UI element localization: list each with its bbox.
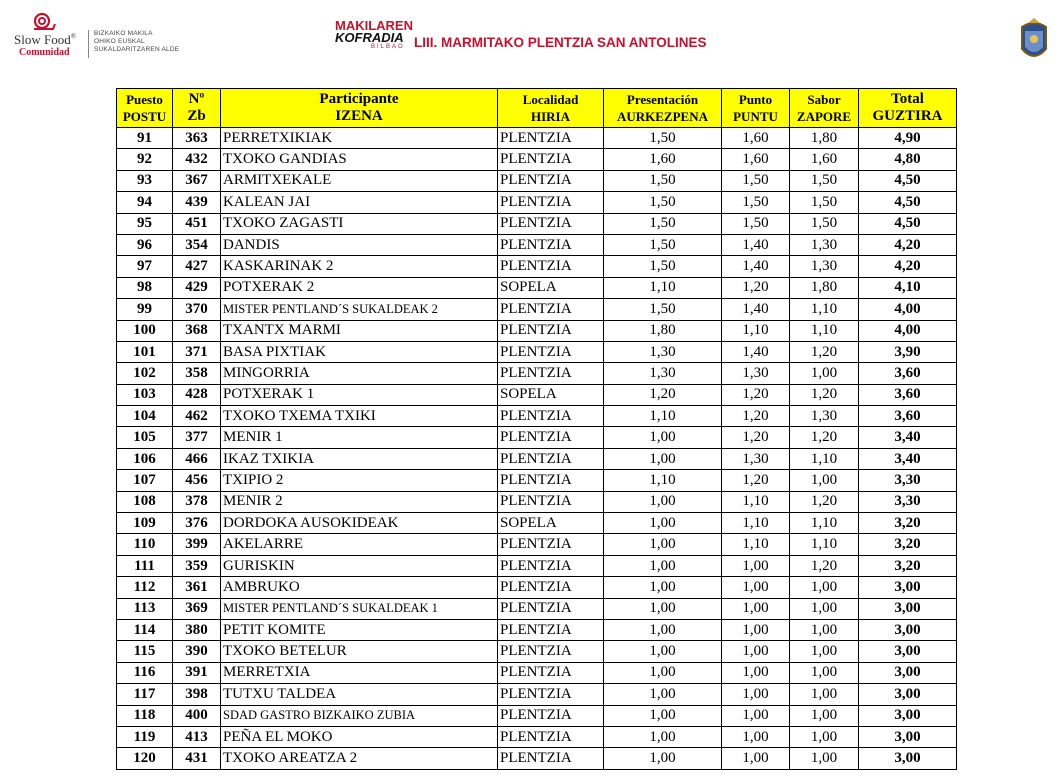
- punto-cell: 1,00: [722, 619, 790, 640]
- participant-cell: DANDIS: [221, 234, 498, 255]
- sabor-cell: 1,00: [790, 470, 859, 491]
- total-cell: 4,20: [859, 256, 957, 277]
- sabor-cell: 1,10: [790, 299, 859, 320]
- total-cell: 4,50: [859, 213, 957, 234]
- participant-cell: MENIR 2: [221, 491, 498, 512]
- participant-cell: SDAD GASTRO BIZKAIKO ZUBIA: [221, 705, 498, 726]
- sabor-cell: 1,00: [790, 363, 859, 384]
- sabor-cell: 1,30: [790, 234, 859, 255]
- puesto-cell: 110: [117, 534, 173, 555]
- punto-cell: 1,00: [722, 641, 790, 662]
- total-cell: 4,20: [859, 234, 957, 255]
- table-row: [117, 256, 957, 277]
- number-cell: 371: [173, 341, 221, 362]
- sabor-cell: 1,00: [790, 577, 859, 598]
- punto-cell: 1,00: [722, 598, 790, 619]
- sabor-cell: 1,00: [790, 748, 859, 769]
- locality-cell: PLENTZIA: [498, 748, 604, 769]
- presentation-cell: 1,50: [604, 256, 722, 277]
- makilaren-kofradia-logo: [335, 18, 413, 52]
- number-cell: 354: [173, 234, 221, 255]
- sabor-cell: 1,00: [790, 641, 859, 662]
- sabor-cell: 1,20: [790, 384, 859, 405]
- locality-cell: PLENTZIA: [498, 427, 604, 448]
- logo-mid-text: KOFRADIA: [335, 30, 404, 45]
- total-cell: 3,60: [859, 406, 957, 427]
- number-cell: 431: [173, 748, 221, 769]
- locality-cell: PLENTZIA: [498, 619, 604, 640]
- sabor-cell: 1,50: [790, 192, 859, 213]
- locality-cell: SOPELA: [498, 513, 604, 534]
- sabor-cell: 1,10: [790, 513, 859, 534]
- presentation-cell: 1,00: [604, 555, 722, 576]
- locality-cell: PLENTZIA: [498, 470, 604, 491]
- puesto-cell: 120: [117, 748, 173, 769]
- number-cell: 439: [173, 192, 221, 213]
- sabor-cell: 1,10: [790, 448, 859, 469]
- sabor-cell: 1,60: [790, 149, 859, 170]
- table-row: [117, 277, 957, 298]
- punto-cell: 1,00: [722, 577, 790, 598]
- participant-cell: BASA PIXTIAK: [221, 341, 498, 362]
- number-cell: 359: [173, 555, 221, 576]
- number-cell: 378: [173, 491, 221, 512]
- number-cell: 462: [173, 406, 221, 427]
- locality-cell: PLENTZIA: [498, 598, 604, 619]
- punto-cell: 1,00: [722, 684, 790, 705]
- puesto-cell: 103: [117, 384, 173, 405]
- locality-cell: PLENTZIA: [498, 363, 604, 384]
- presentation-cell: 1,00: [604, 534, 722, 555]
- total-cell: 4,10: [859, 277, 957, 298]
- locality-cell: SOPELA: [498, 277, 604, 298]
- puesto-cell: 94: [117, 192, 173, 213]
- puesto-cell: 95: [117, 213, 173, 234]
- table-row: [117, 684, 957, 705]
- total-cell: 3,60: [859, 384, 957, 405]
- participant-cell: ARMITXEKALE: [221, 170, 498, 191]
- number-cell: 456: [173, 470, 221, 491]
- number-cell: 451: [173, 213, 221, 234]
- presentation-cell: 1,50: [604, 128, 722, 149]
- page-title: LIII. MARMITAKO PLENTZIA SAN ANTOLINES: [414, 35, 707, 50]
- table-row: [117, 577, 957, 598]
- locality-cell: PLENTZIA: [498, 213, 604, 234]
- participant-cell: AKELARRE: [221, 534, 498, 555]
- puesto-cell: 113: [117, 598, 173, 619]
- tagline-line: BIZKAIKO MAKILA: [94, 30, 153, 37]
- presentation-cell: 1,30: [604, 341, 722, 362]
- participant-cell: PETIT KOMITE: [221, 619, 498, 640]
- total-cell: 4,80: [859, 149, 957, 170]
- presentation-cell: 1,50: [604, 299, 722, 320]
- puesto-cell: 108: [117, 491, 173, 512]
- number-cell: 368: [173, 320, 221, 341]
- total-cell: 4,50: [859, 170, 957, 191]
- number-cell: 363: [173, 128, 221, 149]
- sabor-cell: 1,20: [790, 341, 859, 362]
- table-row: [117, 598, 957, 619]
- table-row: [117, 534, 957, 555]
- table-row: [117, 299, 957, 320]
- number-cell: 358: [173, 363, 221, 384]
- number-cell: 370: [173, 299, 221, 320]
- table-row: [117, 705, 957, 726]
- presentation-cell: 1,00: [604, 577, 722, 598]
- sabor-cell: 1,50: [790, 170, 859, 191]
- total-cell: 4,00: [859, 299, 957, 320]
- slow-food-mark: ®: [70, 32, 77, 41]
- locality-cell: SOPELA: [498, 384, 604, 405]
- presentation-cell: 1,00: [604, 662, 722, 683]
- puesto-cell: 99: [117, 299, 173, 320]
- puesto-cell: 117: [117, 684, 173, 705]
- table-row: [117, 748, 957, 769]
- locality-cell: PLENTZIA: [498, 555, 604, 576]
- punto-cell: 1,00: [722, 705, 790, 726]
- results-table: [116, 88, 957, 770]
- presentation-cell: 1,10: [604, 277, 722, 298]
- locality-cell: PLENTZIA: [498, 149, 604, 170]
- number-cell: 398: [173, 684, 221, 705]
- punto-cell: 1,10: [722, 491, 790, 512]
- punto-cell: 1,40: [722, 256, 790, 277]
- participant-cell: TXANTX MARMI: [221, 320, 498, 341]
- number-cell: 400: [173, 705, 221, 726]
- puesto-cell: 115: [117, 641, 173, 662]
- punto-cell: 1,50: [722, 213, 790, 234]
- table-row: [117, 619, 957, 640]
- number-cell: 367: [173, 170, 221, 191]
- total-cell: 3,60: [859, 363, 957, 384]
- presentation-cell: 1,00: [604, 726, 722, 747]
- presentation-cell: 1,20: [604, 384, 722, 405]
- presentation-cell: 1,00: [604, 684, 722, 705]
- logo-bottom-text: BILBAO: [371, 44, 405, 50]
- table-row: [117, 363, 957, 384]
- col-header-locality: Localidad HIRIA: [498, 89, 604, 128]
- punto-cell: 1,20: [722, 384, 790, 405]
- col-header-punto: Punto PUNTU: [722, 89, 790, 128]
- number-cell: 428: [173, 384, 221, 405]
- total-cell: 3,20: [859, 534, 957, 555]
- punto-cell: 1,50: [722, 170, 790, 191]
- participant-cell: MENIR 1: [221, 427, 498, 448]
- table-row: [117, 149, 957, 170]
- number-cell: 413: [173, 726, 221, 747]
- presentation-cell: 1,00: [604, 491, 722, 512]
- locality-cell: PLENTZIA: [498, 341, 604, 362]
- punto-cell: 1,20: [722, 277, 790, 298]
- participant-cell: TXIPIO 2: [221, 470, 498, 491]
- locality-cell: PLENTZIA: [498, 192, 604, 213]
- total-cell: 3,00: [859, 748, 957, 769]
- number-cell: 361: [173, 577, 221, 598]
- sabor-cell: 1,10: [790, 534, 859, 555]
- logo-divider: [88, 30, 89, 58]
- puesto-cell: 105: [117, 427, 173, 448]
- total-cell: 3,40: [859, 448, 957, 469]
- sabor-cell: 1,80: [790, 128, 859, 149]
- punto-cell: 1,20: [722, 406, 790, 427]
- tagline-line: OHIKO EUSKAL: [94, 38, 145, 45]
- locality-cell: PLENTZIA: [498, 170, 604, 191]
- locality-cell: PLENTZIA: [498, 256, 604, 277]
- total-cell: 3,00: [859, 705, 957, 726]
- table-row: [117, 192, 957, 213]
- col-header-participant: Participante IZENA: [221, 89, 498, 128]
- logo-top-text: MAKILAREN: [335, 18, 413, 33]
- table-row: [117, 213, 957, 234]
- total-cell: 3,40: [859, 427, 957, 448]
- coat-of-arms-icon: [1017, 17, 1051, 65]
- locality-cell: PLENTZIA: [498, 448, 604, 469]
- presentation-cell: 1,00: [604, 619, 722, 640]
- table-row: [117, 662, 957, 683]
- puesto-cell: 100: [117, 320, 173, 341]
- puesto-cell: 119: [117, 726, 173, 747]
- participant-cell: KASKARINAK 2: [221, 256, 498, 277]
- locality-cell: PLENTZIA: [498, 234, 604, 255]
- tagline-line: SUKALDARITZAREN ALDE: [94, 46, 180, 53]
- puesto-cell: 92: [117, 149, 173, 170]
- table-row: [117, 384, 957, 405]
- total-cell: 4,00: [859, 320, 957, 341]
- puesto-cell: 112: [117, 577, 173, 598]
- table-row: [117, 448, 957, 469]
- number-cell: 432: [173, 149, 221, 170]
- participant-cell: POTXERAK 2: [221, 277, 498, 298]
- locality-cell: PLENTZIA: [498, 641, 604, 662]
- puesto-cell: 98: [117, 277, 173, 298]
- punto-cell: 1,10: [722, 320, 790, 341]
- sabor-cell: 1,20: [790, 555, 859, 576]
- punto-cell: 1,50: [722, 192, 790, 213]
- locality-cell: PLENTZIA: [498, 705, 604, 726]
- participant-cell: TXOKO AREATZA 2: [221, 748, 498, 769]
- locality-cell: PLENTZIA: [498, 299, 604, 320]
- col-header-presentation: Presentación AURKEZPENA: [604, 89, 722, 128]
- slow-food-name: Slow Food: [14, 32, 71, 47]
- punto-cell: 1,40: [722, 299, 790, 320]
- table-row: [117, 427, 957, 448]
- puesto-cell: 102: [117, 363, 173, 384]
- table-row: [117, 641, 957, 662]
- participant-cell: TXOKO GANDIAS: [221, 149, 498, 170]
- slow-food-tagline: [94, 30, 179, 54]
- participant-cell: MINGORRIA: [221, 363, 498, 384]
- sabor-cell: 1,10: [790, 320, 859, 341]
- presentation-cell: 1,60: [604, 149, 722, 170]
- punto-cell: 1,40: [722, 341, 790, 362]
- sabor-cell: 1,30: [790, 256, 859, 277]
- sabor-cell: 1,00: [790, 705, 859, 726]
- number-cell: 466: [173, 448, 221, 469]
- total-cell: 3,00: [859, 684, 957, 705]
- number-cell: 399: [173, 534, 221, 555]
- presentation-cell: 1,10: [604, 470, 722, 491]
- participant-cell: KALEAN JAI: [221, 192, 498, 213]
- participant-cell: POTXERAK 1: [221, 384, 498, 405]
- sabor-cell: 1,00: [790, 662, 859, 683]
- total-cell: 4,90: [859, 128, 957, 149]
- presentation-cell: 1,10: [604, 406, 722, 427]
- presentation-cell: 1,00: [604, 427, 722, 448]
- table-row: [117, 320, 957, 341]
- col-header-total: Total GUZTIRA: [859, 89, 957, 128]
- participant-cell: TXOKO TXEMA TXIKI: [221, 406, 498, 427]
- locality-cell: PLENTZIA: [498, 662, 604, 683]
- total-cell: 3,00: [859, 577, 957, 598]
- punto-cell: 1,00: [722, 748, 790, 769]
- puesto-cell: 104: [117, 406, 173, 427]
- puesto-cell: 93: [117, 170, 173, 191]
- puesto-cell: 106: [117, 448, 173, 469]
- participant-cell: GURISKIN: [221, 555, 498, 576]
- total-cell: 3,00: [859, 641, 957, 662]
- presentation-cell: 1,00: [604, 598, 722, 619]
- participant-cell: PEÑA EL MOKO: [221, 726, 498, 747]
- table-row: [117, 726, 957, 747]
- presentation-cell: 1,00: [604, 748, 722, 769]
- punto-cell: 1,20: [722, 427, 790, 448]
- punto-cell: 1,10: [722, 534, 790, 555]
- presentation-cell: 1,50: [604, 170, 722, 191]
- locality-cell: PLENTZIA: [498, 128, 604, 149]
- puesto-cell: 111: [117, 555, 173, 576]
- presentation-cell: 1,00: [604, 448, 722, 469]
- presentation-cell: 1,00: [604, 513, 722, 534]
- punto-cell: 1,60: [722, 128, 790, 149]
- locality-cell: PLENTZIA: [498, 320, 604, 341]
- locality-cell: PLENTZIA: [498, 726, 604, 747]
- punto-cell: 1,00: [722, 726, 790, 747]
- locality-cell: PLENTZIA: [498, 534, 604, 555]
- sabor-cell: 1,20: [790, 427, 859, 448]
- punto-cell: 1,30: [722, 363, 790, 384]
- table-row: [117, 491, 957, 512]
- total-cell: 3,00: [859, 662, 957, 683]
- puesto-cell: 97: [117, 256, 173, 277]
- participant-cell: IKAZ TXIKIA: [221, 448, 498, 469]
- puesto-cell: 116: [117, 662, 173, 683]
- locality-cell: PLENTZIA: [498, 406, 604, 427]
- punto-cell: 1,00: [722, 662, 790, 683]
- presentation-cell: 1,00: [604, 641, 722, 662]
- number-cell: 377: [173, 427, 221, 448]
- participant-cell: TXOKO BETELUR: [221, 641, 498, 662]
- total-cell: 3,30: [859, 470, 957, 491]
- puesto-cell: 118: [117, 705, 173, 726]
- table-row: [117, 170, 957, 191]
- table-row: [117, 555, 957, 576]
- participant-cell: MISTER PENTLAND´S SUKALDEAK 2: [221, 299, 498, 320]
- locality-cell: PLENTZIA: [498, 577, 604, 598]
- puesto-cell: 114: [117, 619, 173, 640]
- participant-cell: MISTER PENTLAND´S SUKALDEAK 1: [221, 598, 498, 619]
- puesto-cell: 96: [117, 234, 173, 255]
- sabor-cell: 1,00: [790, 619, 859, 640]
- snail-icon: [32, 12, 56, 32]
- slow-food-logo: [8, 10, 218, 56]
- punto-cell: 1,20: [722, 470, 790, 491]
- number-cell: 390: [173, 641, 221, 662]
- participant-cell: DORDOKA AUSOKIDEAK: [221, 513, 498, 534]
- presentation-cell: 1,50: [604, 192, 722, 213]
- total-cell: 3,90: [859, 341, 957, 362]
- table-row: [117, 234, 957, 255]
- puesto-cell: 107: [117, 470, 173, 491]
- number-cell: 391: [173, 662, 221, 683]
- sabor-cell: 1,00: [790, 598, 859, 619]
- participant-cell: PERRETXIKIAK: [221, 128, 498, 149]
- puesto-cell: 101: [117, 341, 173, 362]
- table-row: [117, 513, 957, 534]
- total-cell: 3,20: [859, 555, 957, 576]
- table-header-row: [117, 89, 957, 128]
- total-cell: 3,00: [859, 598, 957, 619]
- presentation-cell: 1,50: [604, 213, 722, 234]
- number-cell: 376: [173, 513, 221, 534]
- presentation-cell: 1,00: [604, 705, 722, 726]
- slow-food-community: Comunidad: [19, 47, 70, 58]
- punto-cell: 1,60: [722, 149, 790, 170]
- punto-cell: 1,10: [722, 513, 790, 534]
- sabor-cell: 1,00: [790, 684, 859, 705]
- total-cell: 3,30: [859, 491, 957, 512]
- sabor-cell: 1,50: [790, 213, 859, 234]
- locality-cell: PLENTZIA: [498, 491, 604, 512]
- participant-cell: MERRETXIA: [221, 662, 498, 683]
- puesto-cell: 91: [117, 128, 173, 149]
- col-header-sabor: Sabor ZAPORE: [790, 89, 859, 128]
- table-row: [117, 406, 957, 427]
- presentation-cell: 1,30: [604, 363, 722, 384]
- participant-cell: TXOKO ZAGASTI: [221, 213, 498, 234]
- number-cell: 427: [173, 256, 221, 277]
- table-row: [117, 470, 957, 491]
- presentation-cell: 1,50: [604, 234, 722, 255]
- total-cell: 3,00: [859, 619, 957, 640]
- total-cell: 4,50: [859, 192, 957, 213]
- col-header-num: Nº Zb: [173, 89, 221, 128]
- table-row: [117, 128, 957, 149]
- participant-cell: AMBRUKO: [221, 577, 498, 598]
- punto-cell: 1,30: [722, 448, 790, 469]
- sabor-cell: 1,00: [790, 726, 859, 747]
- sabor-cell: 1,30: [790, 406, 859, 427]
- total-cell: 3,20: [859, 513, 957, 534]
- number-cell: 429: [173, 277, 221, 298]
- punto-cell: 1,00: [722, 555, 790, 576]
- col-header-puesto: Puesto POSTU: [117, 89, 173, 128]
- number-cell: 369: [173, 598, 221, 619]
- table-row: [117, 341, 957, 362]
- participant-cell: TUTXU TALDEA: [221, 684, 498, 705]
- presentation-cell: 1,80: [604, 320, 722, 341]
- puesto-cell: 109: [117, 513, 173, 534]
- locality-cell: PLENTZIA: [498, 684, 604, 705]
- punto-cell: 1,40: [722, 234, 790, 255]
- number-cell: 380: [173, 619, 221, 640]
- sabor-cell: 1,80: [790, 277, 859, 298]
- sabor-cell: 1,20: [790, 491, 859, 512]
- total-cell: 3,00: [859, 726, 957, 747]
